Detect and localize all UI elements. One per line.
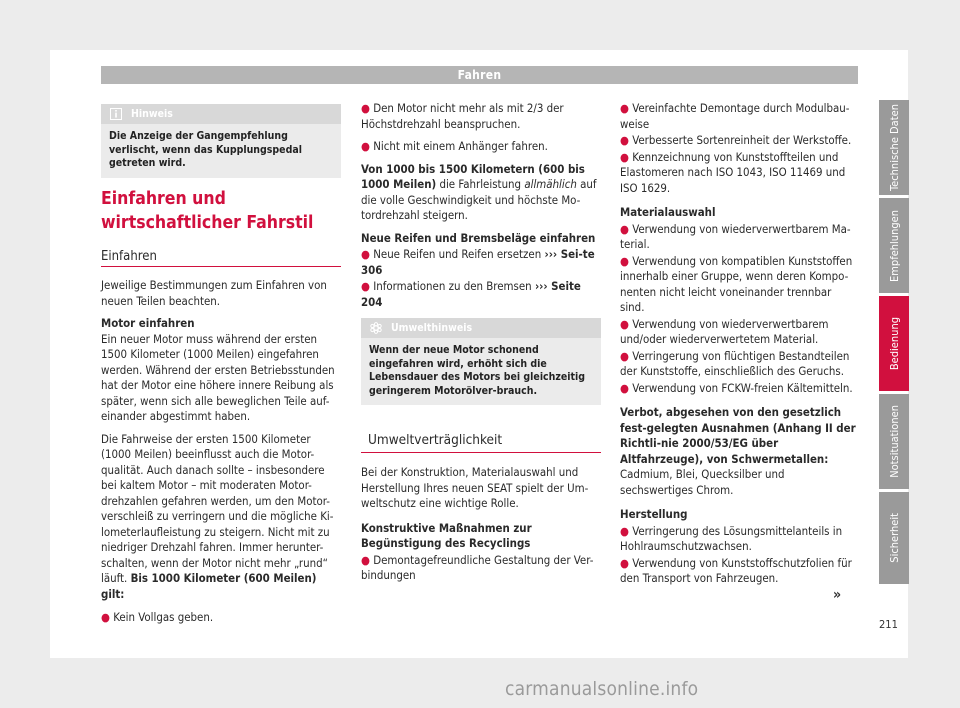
herstellung-heading: Herstellung [620,507,688,521]
list-item [101,610,343,626]
material-heading: Materialauswahl [620,205,716,219]
motor-paragraph-2-bold: Bis 1000 Kilometer (600 Meilen) gilt: [101,571,317,601]
bullet-icon: ● [620,253,629,268]
tab-technische-daten[interactable] [879,100,909,195]
list-item-text: Verwendung von wiederverwertbarem und/oder wiederverwertetem Material. [620,316,829,346]
list-item [361,279,601,310]
bold-text: Verbot, abgesehen von den gesetzlich fest-gelegten Ausnahmen (Anhang II der Richtli-nie 2000/53/EG über Altfahrzeuge), von Schwermetallen: [620,405,856,466]
leaf-icon [370,322,382,334]
subtitle-rule [101,266,341,267]
hinweis-text: Die Anzeige der Gangempfehlung verlischt, wenn das Kupplungspedal getreten wird. [109,130,302,169]
hinweis-header [101,104,341,124]
umwelt-paragraph: Bei der Konstruktion, Materialauswahl und Herstellung Ihres neuen SEAT spielt der Um-weltschutz eine wichtige Rolle. [361,465,589,510]
italic-text: allmählich [524,177,577,191]
list-item-text: Nicht mit einem Anhänger fahren. [373,139,548,153]
tab-label: Notsituationen [887,405,901,478]
list-item-text: Verwendung von wiederverwertbarem Ma-terial. [620,221,851,251]
bullet-icon: ● [361,101,370,115]
bullet-icon: ● [620,133,629,147]
konstruktiv-heading: Konstruktive Maßnahmen zur Begünstigung des Recyclings [361,520,532,550]
list-item-text: Verwendung von Kunststoffschutzfolien für den Transport von Fahrzeugen. [620,555,852,585]
list-item [620,150,858,197]
info-icon [110,108,122,120]
section-subtitle: Einfahren [101,249,157,264]
umwelthinweis-text: Wenn der neue Motor schonend eingefahren wird, erhöht sich die Lebensdauer des Motors bei gleichzeitig geringerem Motorölver-brauch. [369,344,586,397]
tab-label: Sicherheit [887,513,901,563]
hinweis-box [101,104,341,178]
list-item-text: Verwendung von FCKW-freien Kältemitteln. [632,380,853,395]
list-item-text: Kennzeichnung von Kunststoffteilen und Elastomeren nach ISO 1043, ISO 11469 und ISO 1629. [620,149,846,195]
list-item [620,381,858,397]
column-2 [361,101,601,317]
motor-heading: Motor einfahren [101,316,195,330]
tab-label: Bedienung [887,316,901,371]
tab-sicherheit[interactable] [879,492,909,584]
bullet-icon: ● [361,279,370,293]
bullet-icon: ● [101,610,110,624]
text: die Fahrleistung [436,177,525,191]
list-item [361,247,601,278]
motor-paragraph-1: Ein neuer Motor muss während der ersten 1500 Kilometer (1000 Meilen) eingefahren werden. Während der ersten Betriebsstunden hat der Motor eine höhere innere Reibung als später, wenn sich alle beweglichen Teile auf-einander abgestimmt haben. [101,331,335,423]
tab-bedienung[interactable] [879,296,909,391]
bullet-icon: ● [620,101,629,115]
intro-text: Jeweilige Bestimmungen zum Einfahren von neuen Teilen beachten. [101,278,327,308]
umwelthinweis-header [361,318,601,338]
tab-notsituationen[interactable] [879,394,909,489]
list-item [620,524,858,555]
text: Cadmium, Blei, Quecksilber und sechswertiges Chrom. [620,467,785,497]
umwelthinweis-title: Umwelthinweis [391,322,473,334]
header-title: Fahren [457,68,502,82]
list-item [361,139,601,155]
bullet-icon: ● [361,139,370,153]
bullet-icon: ● [620,555,629,570]
umwelthinweis-box [361,318,601,405]
column-1 [101,278,343,633]
watermark: carmanualsonline.info [505,678,699,700]
motor-paragraph-2 [101,432,343,603]
hinweis-title: Hinweis [131,108,173,120]
list-item-text: Verbesserte Sortenreinheit der Werkstoffe. [632,133,852,147]
page-reference-link[interactable]: ››› Seite 204 [361,279,581,309]
list-item-text: Verwendung von kompatiblen Kunststoffen innerhalb einer Gruppe, wenn deren Kompo-nenten nicht leicht voneinander trennbar sind. [620,253,853,314]
column-2-lower [361,465,601,591]
list-item [361,553,601,584]
list-item-text: Verringerung des Lösungsmittelanteils in Hohlraumschutzwachsen. [620,523,843,553]
section2-rule [361,452,601,453]
bullet-icon: ● [361,247,370,261]
page-reference-link[interactable]: ››› Sei-te 306 [361,247,595,277]
bullet-icon: ● [620,221,629,236]
list-item [620,222,858,253]
list-item [620,349,858,380]
section2-title: Umweltverträglichkeit [368,432,503,448]
list-item-text: Neue Reifen und Reifen ersetzen [373,247,545,261]
text: auf die volle Geschwindigkeit und höchste Mo-tordrehzahl steigern. [361,177,597,222]
list-item [620,317,858,348]
bullet-icon: ● [620,380,629,395]
continue-icon: » [833,587,842,603]
tab-label: Empfehlungen [887,209,901,282]
header-bar [101,66,858,84]
list-item-text: Informationen zu den Bremsen [373,279,535,293]
list-item-text: Verringerung von flüchtigen Bestandteilen der Kunststoffe, einschließlich des Geruchs. [620,348,850,378]
list-item-text: Demontagefreundliche Gestaltung der Ver-bindungen [361,552,594,582]
list-item-text: Den Motor nicht mehr als mit 2/3 der Höchstdrehzahl beanspruchen. [361,101,564,131]
verbot-paragraph [620,405,858,498]
column-3 [620,101,858,588]
motor-paragraph-2-text: Die Fahrweise der ersten 1500 Kilometer (1000 Meilen) beeinflusst auch die Motor-qualität. Auch danach sollte – insbesondere bei kaltem Motor – mit moderaten Motor-drehzahlen gefahren werden, um den Motor-verschleiß zu verringern und die mögliche Ki-lometerlaufleistung zu steigern. Nicht mit zu niedriger Drehzahl fahren. Immer herunter-schalten, wenn der Motor nicht mehr „rund“ läuft. [101,431,334,585]
list-item [620,133,858,149]
list-item-text: Vereinfachte Demontage durch Modulbau-weise [620,101,850,131]
bullet-icon: ● [620,348,629,363]
page-number: 211 [879,618,898,631]
bold-text: Von 1000 bis 1500 Kilometern (600 bis 1000 Meilen) [361,161,585,191]
bullet-icon: ● [620,316,629,331]
list-item [361,101,601,132]
bullet-icon: ● [620,149,629,164]
einfahren-paragraph [361,162,601,224]
section-title: Einfahren und wirtschaftlicher Fahrstil [101,189,314,233]
list-item [620,556,858,587]
list-item [620,254,858,316]
bullet-icon: ● [361,552,370,567]
list-item [620,101,858,132]
list-item-text: Kein Vollgas geben. [113,610,214,624]
tab-label: Technische Daten [887,103,901,192]
tab-empfehlungen[interactable] [879,198,909,293]
bullet-icon: ● [620,523,629,538]
reifen-heading: Neue Reifen und Bremsbeläge einfahren [361,230,596,245]
